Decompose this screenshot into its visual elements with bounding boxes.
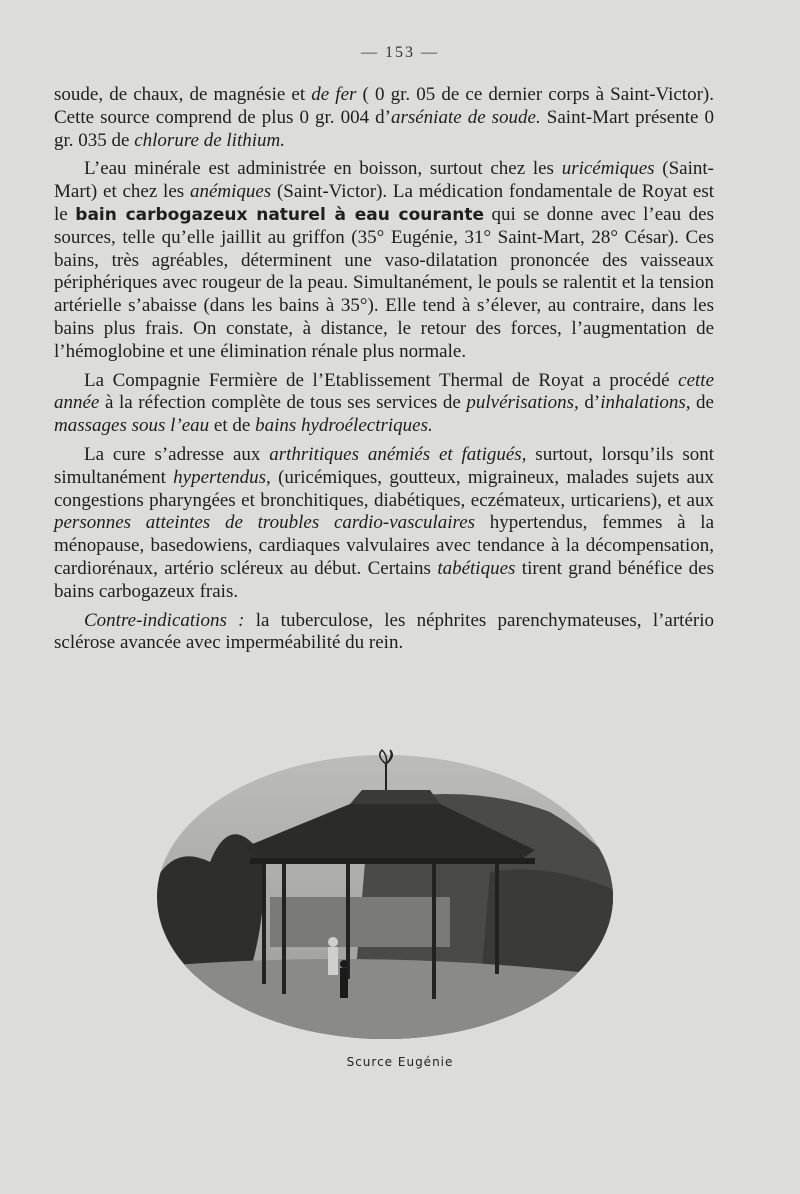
p5-i1: Contre-indications : [84,609,245,631]
p4-i1: arthritiques anémiés et fatigués, [269,443,527,465]
paragraph-4 [54,444,714,604]
p3-i1: cette année [54,369,714,414]
p3-i4: massages sous l’eau [54,415,210,437]
paragraph-3 [54,370,714,438]
p4-s5: tirent grand bénéfice des bains carbogazeux frais. [54,557,714,602]
p3-s3: d’ [578,392,601,414]
p1-s2: ( 0 gr. 05 de ce dernier corps à Saint-Victor). Cette source comprend de plus 0 gr. 004 d’ [54,84,714,128]
p2-s4: qui se donne avec l’eau des sources, telle qu’elle jaillit au griffon (35° Eugénie, 31° Saint-Mart, 28° César). Ces bains, très agréables, déterminent une vaso-dilatation prononcée des vaisseaux périphériques avec rougeur de la peau. Simultanément, le pouls se ralentit et la tension artérielle s’abaisse (dans les bains à 35°). Elle tend à s’élever, au contraire, dans les bains plus frais. On constate, à distance, le retour des forces, l’augmentation de l’hémoglobine et une élimination rénale plus normale. [54,203,714,362]
p4-i2: hypertendus, [173,466,271,488]
figure-caption: Scurce Eugénie [346,1055,454,1069]
p3-i3: inhalations, [600,392,691,414]
p4-i3: personnes atteintes de troubles cardio-vasculaires [54,512,476,534]
p3-s1: La Compagnie Fermière de l’Etablissement Thermal de Royat a procédé [84,369,679,391]
p3-i5: bains hydroélectriques. [255,415,433,437]
p2-s2: (Saint-Mart) et chez les [54,158,714,203]
p3-s4: de [690,392,714,414]
p1-i2: arséniate de soude. [390,106,541,128]
p4-s4: hypertendus, femmes à la ménopause, basedowiens, cardiaques valvulaires avec tendance à la décompensation, cardiorénaux, artério scléreux au début. Certains [54,512,714,579]
p1-s1: soude, de chaux, de magnésie et [54,84,312,105]
p4-s1: La cure s’adresse aux [84,443,270,465]
paragraph-5 [54,610,714,656]
pavilion-photograph [150,742,620,1042]
p1-i1: de fer [311,84,357,105]
p2-i2: anémiques [189,181,272,203]
p2-i1: uricémiques [561,158,655,180]
p2-s3: (Saint-Victor). La médication fondamentale de Royat est le [54,181,714,225]
p4-s2: surtout, lorsqu’ils sont simultanément [54,443,714,488]
p4-s3: (uricémiques, goutteux, migraineux, malades sujets aux congestions pharyngées et bronchitiques, diabétiques, eczémateux, urticariens), et aux [54,466,714,511]
p2-s1: L’eau minérale est administrée en boisson, surtout chez les [84,158,562,180]
paragraph-1 [54,84,714,152]
p3-s5: et de [209,415,256,437]
p3-s2: à la réfection complète de tous ses services de [99,392,467,414]
p3-i2: pulvérisations, [466,392,579,414]
p1-s3: Saint-Mart présente 0 gr. 035 de [54,106,714,151]
p5-s1: la tuberculose, les néphrites parenchymateuses, l’artério sclérose avancée avec imperméabilité du rein. [54,609,715,654]
p4-i4: tabétiques [437,557,516,579]
body-text [54,84,714,661]
p1-i3: chlorure de lithium. [134,129,285,151]
p2-b1: bain carbogazeux naturel à eau courante [75,204,484,225]
paragraph-2 [54,158,714,363]
page-number: — 153 — [361,44,439,61]
